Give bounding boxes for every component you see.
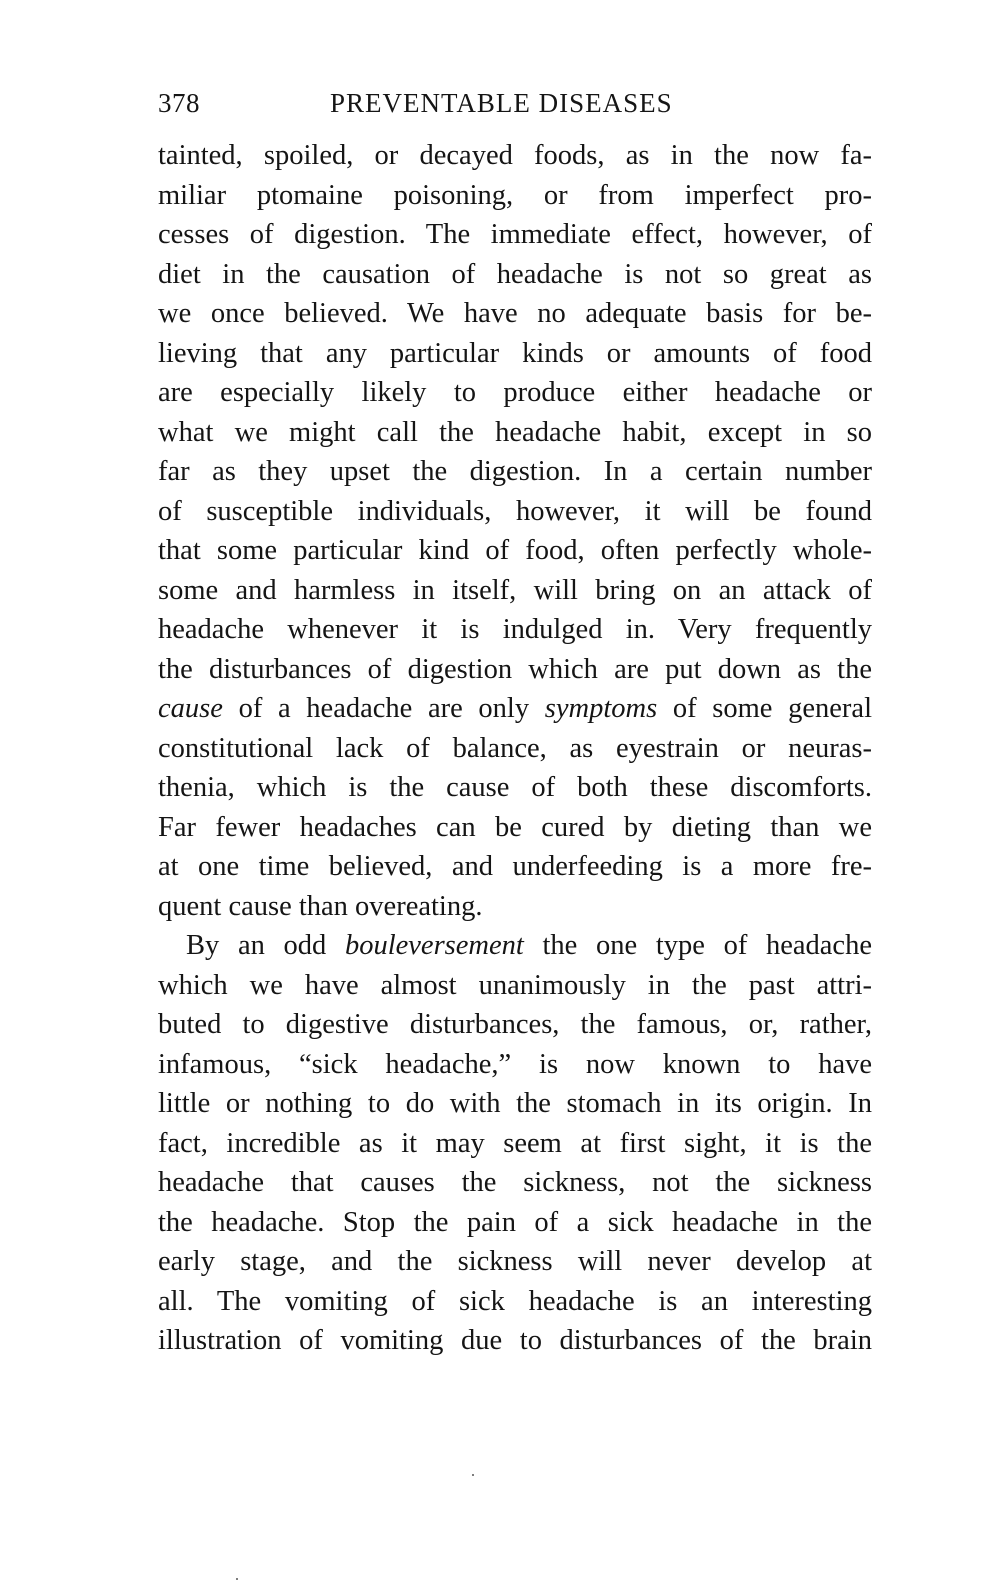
text-line: the headache. Stop the pain of a sick headache in the: [158, 1206, 872, 1238]
text-line: buted to digestive disturbances, the famous, or, rather,: [158, 1009, 872, 1040]
text-line: cesses of digestion. The immediate effect, however, of: [158, 219, 872, 250]
text-line: early stage, and the sickness will never develop at: [158, 1246, 872, 1277]
text-line-italic: [158, 689, 872, 729]
text-line: thenia, which is the cause of both these discomforts.: [158, 772, 872, 803]
text-line: of susceptible individuals, however, it will be found: [158, 495, 872, 527]
text-line: which we have almost unanimously in the past attri-: [158, 969, 872, 1001]
page-number: 378: [158, 88, 200, 118]
body-text: [158, 136, 872, 1361]
text-span: of some general: [657, 693, 872, 724]
paragraph-1: [158, 136, 872, 926]
text-line: some and harmless in itself, will bring on an attack of: [158, 574, 872, 606]
text-line: what we might call the headache habit, except in so: [158, 416, 872, 448]
text-line: headache whenever it is indulged in. Very frequently: [158, 614, 872, 645]
text-line: infamous, “sick headache,” is now known to have: [158, 1048, 872, 1080]
text-line: little or nothing to do with the stomach in its origin. In: [158, 1088, 872, 1119]
italic-word: symptoms: [544, 693, 658, 724]
italic-word: cause: [158, 693, 223, 724]
text-line: miliar ptomaine poisoning, or from imperfect pro-: [158, 179, 872, 211]
text-span: By an odd: [186, 930, 345, 961]
running-title: PREVENTABLE DISEASES: [330, 88, 673, 118]
text-line: that some particular kind of food, often perfectly whole-: [158, 535, 872, 566]
text-line: headache that causes the sickness, not the sickness: [158, 1167, 872, 1198]
text-line: illustration of vomiting due to disturbances of the brain: [158, 1325, 872, 1356]
text-line: tainted, spoiled, or decayed foods, as in the now fa-: [158, 140, 872, 171]
text-line: all. The vomiting of sick headache is an interesting: [158, 1285, 872, 1317]
paragraph-2: [158, 926, 872, 1361]
book-page: [158, 88, 872, 1361]
scan-speck: [472, 1474, 474, 1476]
running-head: [158, 88, 872, 128]
italic-word: bouleversement: [344, 930, 524, 961]
text-line: far as they upset the digestion. In a certain number: [158, 456, 872, 487]
text-line: we once believed. We have no adequate basis for be-: [158, 298, 872, 329]
text-line: constitutional lack of balance, as eyestrain or neuras-: [158, 732, 872, 764]
text-line: at one time believed, and underfeeding is a more fre-: [158, 851, 872, 882]
text-span: of a headache are only: [222, 693, 545, 724]
text-line: lieving that any particular kinds or amounts of food: [158, 337, 872, 369]
text-span: the one type of headache: [523, 930, 872, 961]
text-line: are especially likely to produce either headache or: [158, 377, 872, 408]
text-line: diet in the causation of headache is not so great as: [158, 258, 872, 290]
text-line: quent cause than overeating.: [158, 890, 483, 922]
text-line: fact, incredible as it may seem at first sight, it is the: [158, 1127, 872, 1159]
scan-speck: [236, 1578, 238, 1580]
text-line: the disturbances of digestion which are put down as the: [158, 653, 872, 685]
text-line: Far fewer headaches can be cured by dieting than we: [158, 811, 872, 843]
text-line-italic: [158, 926, 872, 966]
